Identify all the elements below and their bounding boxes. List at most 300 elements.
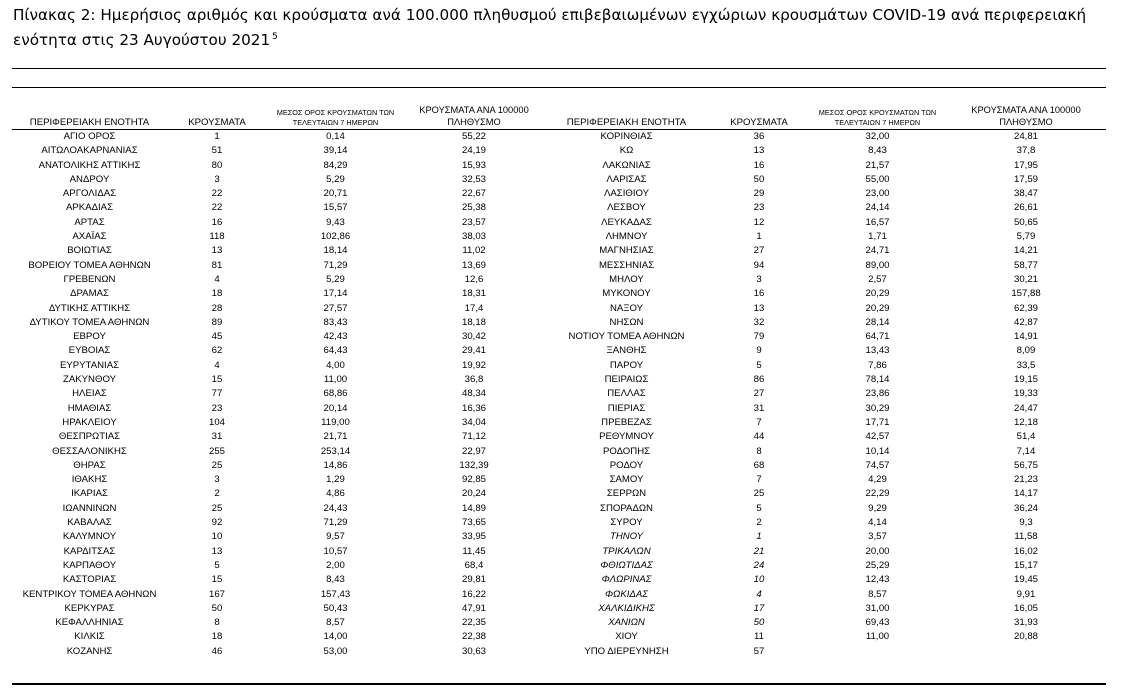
header-avg7-left: ΜΕΣΟΣ ΟΡΟΣ ΚΡΟΥΣΜΑΤΩΝ ΤΩΝ ΤΕΛΕΥΤΑΙΩΝ 7 ΗΜΕΡΩΝ: [267, 104, 404, 130]
right-cases-cell: 7: [756, 474, 762, 486]
left-cases-cell: 25: [211, 502, 223, 514]
right-cases-cell: 13: [753, 302, 765, 314]
left-unit-cell: ΙΘΑΚΗΣ: [71, 474, 108, 486]
left-cases-cell: 18: [211, 631, 223, 643]
left-per100k-cell: 14,89: [461, 502, 486, 514]
left-unit-cell: ΘΕΣΠΡΩΤΙΑΣ: [58, 431, 121, 443]
left-cases-cell: 77: [211, 388, 223, 400]
left-per100k-cell: 22,38: [461, 631, 486, 643]
left-per100k-cell: 38,03: [461, 231, 486, 243]
right-unit-cell: ΚΟΡΙΝΘΙΑΣ: [600, 131, 653, 142]
header-unit-left: ΠΕΡΙΦΕΡΕΙΑΚΗ ΕΝΟΤΗΤΑ: [12, 104, 167, 130]
left-unit-cell: ΖΑΚΥΝΘΟΥ: [63, 374, 116, 386]
right-per100k-cell: 9,3: [1019, 517, 1033, 529]
left-cases-cell: 45: [211, 331, 223, 343]
right-avg7-cell: 4,29: [868, 474, 887, 486]
left-cases-cell: 50: [211, 602, 223, 614]
table-row: [12, 430, 1106, 444]
left-unit-cell: ΑΡΤΑΣ: [74, 216, 105, 228]
left-avg7-cell: 71,29: [323, 259, 348, 271]
left-cases-cell: 118: [209, 231, 225, 243]
left-cases-cell: 89: [211, 316, 223, 328]
left-unit-cell: ΚΕΝΤΡΙΚΟΥ ΤΟΜΕΑ ΑΘΗΝΩΝ: [22, 588, 157, 600]
left-unit-cell: ΚΑΡΔΙΤΣΑΣ: [63, 545, 116, 557]
right-unit-cell: ΛΕΥΚΑΔΑΣ: [601, 216, 652, 228]
left-unit-cell: ΔΡΑΜΑΣ: [70, 288, 109, 300]
right-per100k-cell: 7,14: [1016, 445, 1036, 457]
right-avg7-cell: 64,71: [865, 331, 890, 343]
left-cases-cell: 1: [214, 131, 220, 142]
left-per100k-cell: 36,8: [464, 374, 484, 386]
right-per100k-cell: 14,91: [1013, 331, 1038, 343]
right-per100k-cell: [946, 645, 1106, 659]
left-unit-cell: ΙΩΑΝΝΙΝΩΝ: [62, 502, 117, 514]
right-avg7-cell: 23,86: [865, 388, 890, 400]
left-avg7-cell: 42,43: [323, 331, 348, 343]
right-unit-cell: ΛΗΜΝΟΥ: [605, 231, 648, 243]
right-cases-cell: 68: [753, 459, 765, 471]
right-cases-cell: 50: [753, 173, 765, 185]
left-per100k-cell: 18,18: [461, 316, 486, 328]
right-per100k-cell: 30,21: [1013, 273, 1038, 285]
left-cases-cell: 15: [211, 574, 223, 586]
table-row: [12, 344, 1106, 358]
left-per100k-cell: 22,35: [461, 617, 486, 629]
right-per100k-cell: 16,05: [1013, 602, 1038, 614]
table-row: [12, 201, 1106, 215]
right-per100k-cell: 12,18: [1013, 416, 1038, 428]
right-cases-cell: 9: [756, 345, 762, 357]
left-per100k-cell: 11,02: [462, 245, 486, 257]
left-cases-cell: 46: [211, 645, 223, 657]
right-avg7-cell: 74,57: [865, 459, 890, 471]
right-cases-cell: 50: [753, 617, 765, 629]
left-unit-cell: ΚΙΛΚΙΣ: [74, 631, 105, 643]
right-avg7-cell: 11,00: [865, 631, 890, 643]
right-avg7-cell: 24,14: [865, 202, 890, 214]
right-avg7-cell: 16,57: [865, 216, 890, 228]
right-per100k-cell: 19,45: [1013, 574, 1038, 586]
left-avg7-cell: 14,86: [323, 459, 348, 471]
right-unit-cell: ΜΕΣΣΗΝΙΑΣ: [598, 259, 655, 271]
table-row: [12, 273, 1106, 287]
left-cases-cell: 22: [211, 188, 223, 200]
left-avg7-cell: 64,43: [323, 345, 348, 357]
left-unit-cell: ΔΥΤΙΚΗΣ ΑΤΤΙΚΗΣ: [48, 302, 131, 314]
table-row: [12, 287, 1106, 301]
right-cases-cell: 25: [753, 488, 765, 500]
right-avg7-cell: 8,57: [868, 588, 887, 600]
left-cases-cell: 3: [214, 474, 220, 486]
left-unit-cell: ΕΥΒΟΙΑΣ: [68, 345, 111, 357]
left-avg7-cell: 253,14: [320, 445, 351, 457]
left-cases-cell: 5: [214, 559, 220, 571]
right-unit-cell: ΜΥΚΟΝΟΥ: [602, 288, 651, 300]
left-cases-cell: 10: [211, 531, 223, 543]
right-unit-cell: ΠΡΕΒΕΖΑΣ: [601, 416, 652, 428]
right-per100k-cell: 36,24: [1013, 502, 1038, 514]
left-per100k-cell: 22,97: [461, 445, 486, 457]
header-per100k-left: ΚΡΟΥΣΜΑΤΑ ΑΝΑ 100000 ΠΛΗΘΥΣΜΟ: [404, 104, 544, 130]
left-unit-cell: ΑΡΓΟΛΙΔΑΣ: [62, 188, 117, 200]
right-per100k-cell: 33,5: [1016, 359, 1036, 371]
left-unit-cell: ΑΧΑΪΑΣ: [72, 231, 107, 243]
left-per100k-cell: 92,85: [461, 474, 486, 486]
right-avg7-cell: 17,71: [865, 416, 890, 428]
right-cases-cell: 7: [756, 416, 762, 428]
right-per100k-cell: 19,15: [1013, 374, 1038, 386]
right-cases-cell: 16: [753, 159, 765, 171]
left-avg7-cell: 39,14: [323, 145, 348, 157]
left-avg7-cell: 1,29: [326, 474, 345, 486]
table-row: [12, 559, 1106, 573]
left-avg7-cell: 20,14: [323, 402, 348, 414]
left-cases-cell: 18: [211, 288, 223, 300]
left-cases-cell: 92: [211, 517, 223, 529]
table-row: [12, 373, 1106, 387]
table-row: [12, 216, 1106, 230]
left-avg7-cell: 11,00: [323, 374, 348, 386]
caption-text: Πίνακας 2: Ημερήσιος αριθμός και κρούσματα ανά 100.000 πληθυσμού επιβεβαιωμένων εγχώριων κρουσμάτων COVID-19 ανά περιφερειακή ενότητα στις 23 Αυγούστου 2021: [13, 6, 1087, 49]
left-unit-cell: ΑΝΔΡΟΥ: [69, 173, 110, 185]
bottom-rule: [12, 683, 1106, 685]
right-cases-cell: 27: [753, 245, 765, 257]
left-unit-cell: ΚΑΡΠΑΘΟΥ: [62, 559, 117, 571]
right-unit-cell: ΧΙΟΥ: [615, 631, 638, 643]
header-cases-right: ΚΡΟΥΣΜΑΤΑ: [709, 104, 809, 130]
left-avg7-cell: 0,14: [326, 131, 345, 142]
right-cases-cell: 94: [753, 259, 765, 271]
right-unit-cell: ΥΠΟ ΔΙΕΡΕΥΝΗΣΗ: [584, 645, 669, 657]
right-cases-cell: 79: [753, 331, 765, 343]
left-per100k-cell: 73,65: [461, 517, 486, 529]
right-cases-cell: 1: [756, 531, 762, 543]
right-unit-cell: ΧΑΛΚΙΔΙΚΗΣ: [598, 602, 655, 614]
left-unit-cell: ΚΑΛΥΜΝΟΥ: [62, 531, 117, 543]
left-avg7-cell: 53,00: [323, 645, 348, 657]
right-cases-cell: 23: [753, 202, 765, 214]
right-cases-cell: 32: [753, 316, 765, 328]
left-unit-cell: ΘΗΡΑΣ: [73, 459, 106, 471]
right-per100k-cell: 58,77: [1013, 259, 1038, 271]
left-unit-cell: ΚΕΡΚΥΡΑΣ: [64, 602, 115, 614]
right-cases-cell: 36: [753, 131, 765, 142]
left-cases-cell: 16: [211, 216, 223, 228]
right-unit-cell: ΤΡΙΚΑΛΩΝ: [602, 545, 651, 557]
table-row: [12, 130, 1106, 145]
left-cases-cell: 4: [214, 359, 220, 371]
table-row: [12, 445, 1106, 459]
right-avg7-cell: 7,86: [868, 359, 887, 371]
table-row: [12, 573, 1106, 587]
table-row: [12, 588, 1106, 602]
left-per100k-cell: 47,91: [461, 602, 486, 614]
left-avg7-cell: 84,29: [323, 159, 348, 171]
left-avg7-cell: 9,57: [326, 531, 345, 543]
left-cases-cell: 31: [211, 431, 223, 443]
right-per100k-cell: 31,93: [1013, 617, 1038, 629]
right-per100k-cell: 42,87: [1013, 316, 1038, 328]
left-unit-cell: ΗΜΑΘΙΑΣ: [67, 402, 112, 414]
table-row: [12, 230, 1106, 244]
right-unit-cell: ΤΗΝΟΥ: [609, 531, 644, 543]
right-per100k-cell: 37,8: [1016, 145, 1036, 157]
table-row: [12, 473, 1106, 487]
right-avg7-cell: 4,14: [868, 517, 887, 529]
right-unit-cell: ΣΕΡΡΩΝ: [606, 488, 647, 500]
left-per100k-cell: 11,45: [462, 545, 486, 557]
left-avg7-cell: 24,43: [323, 502, 348, 514]
left-per100k-cell: 32,53: [461, 173, 486, 185]
table-row: [12, 244, 1106, 258]
right-unit-cell: ΜΑΓΝΗΣΙΑΣ: [599, 245, 654, 257]
table-row: [12, 359, 1106, 373]
table-row: [12, 159, 1106, 173]
left-per100k-cell: 29,81: [461, 574, 486, 586]
left-unit-cell: ΚΑΒΑΛΑΣ: [67, 517, 112, 529]
right-per100k-cell: 157,88: [1011, 288, 1041, 300]
right-avg7-cell: 25,29: [865, 559, 890, 571]
right-avg7-cell: 21,57: [865, 159, 890, 171]
table-row: [12, 630, 1106, 644]
right-avg7-cell: 55,00: [865, 173, 890, 185]
left-avg7-cell: 27,57: [323, 302, 348, 314]
right-per100k-cell: 62,39: [1013, 302, 1038, 314]
left-avg7-cell: 20,71: [323, 188, 348, 200]
right-unit-cell: ΦΩΚΙΔΑΣ: [605, 588, 648, 600]
right-unit-cell: ΛΑΡΙΣΑΣ: [606, 173, 647, 185]
left-per100k-cell: 19,92: [461, 359, 486, 371]
right-cases-cell: 1: [756, 231, 762, 243]
left-per100k-cell: 12,6: [464, 273, 484, 285]
right-avg7-cell: [809, 645, 946, 659]
left-per100k-cell: 16,22: [461, 588, 486, 600]
right-cases-cell: 10: [753, 574, 765, 586]
table-row: [12, 387, 1106, 401]
left-avg7-cell: 83,43: [323, 316, 348, 328]
right-unit-cell: ΧΑΝΙΩΝ: [608, 617, 645, 629]
right-per100k-cell: 8,09: [1016, 345, 1036, 357]
left-per100k-cell: 16,36: [461, 402, 486, 414]
right-per100k-cell: 17,59: [1013, 173, 1038, 185]
table-row: [12, 502, 1106, 516]
right-cases-cell: 8: [756, 445, 762, 457]
right-avg7-cell: 1,71: [868, 231, 887, 243]
right-avg7-cell: 30,29: [865, 402, 890, 414]
right-unit-cell: ΝΟΤΙΟΥ ΤΟΜΕΑ ΑΘΗΝΩΝ: [568, 331, 685, 343]
left-per100k-cell: 33,95: [461, 531, 486, 543]
table-row: [12, 302, 1106, 316]
right-per100k-cell: 24,47: [1013, 402, 1038, 414]
right-cases-cell: 13: [753, 145, 765, 157]
right-unit-cell: ΠΕΛΛΑΣ: [607, 388, 646, 400]
right-unit-cell: ΣΠΟΡΑΔΩΝ: [600, 502, 653, 514]
left-avg7-cell: 102,86: [320, 231, 351, 243]
right-avg7-cell: 78,14: [865, 374, 890, 386]
left-avg7-cell: 50,43: [323, 602, 348, 614]
right-per100k-cell: 38,47: [1013, 188, 1038, 200]
right-per100k-cell: 15,17: [1013, 559, 1038, 571]
right-cases-cell: 31: [753, 402, 765, 414]
right-unit-cell: ΣΑΜΟΥ: [609, 474, 644, 486]
left-avg7-cell: 14,00: [323, 631, 348, 643]
right-unit-cell: ΠΙΕΡΙΑΣ: [607, 402, 646, 414]
left-unit-cell: ΗΛΕΙΑΣ: [72, 388, 107, 400]
right-unit-cell: ΜΗΛΟΥ: [609, 273, 644, 285]
right-unit-cell: ΠΑΡΟΥ: [609, 359, 644, 371]
header-cases-left: ΚΡΟΥΣΜΑΤΑ: [167, 104, 267, 130]
right-avg7-cell: 20,29: [865, 288, 890, 300]
header-rule: [12, 87, 1106, 88]
left-cases-cell: 13: [211, 245, 223, 257]
right-avg7-cell: 31,00: [865, 602, 890, 614]
right-per100k-cell: 24,81: [1013, 131, 1038, 142]
left-per100k-cell: 34,04: [461, 416, 486, 428]
right-per100k-cell: 16,02: [1013, 545, 1038, 557]
left-per100k-cell: 30,63: [461, 645, 486, 657]
right-cases-cell: 57: [753, 645, 765, 657]
left-avg7-cell: 18,14: [323, 245, 348, 257]
right-unit-cell: ΞΑΝΘΗΣ: [606, 345, 647, 357]
right-cases-cell: 21: [753, 545, 765, 557]
left-per100k-cell: 22,67: [461, 188, 486, 200]
right-per100k-cell: 21,23: [1013, 474, 1038, 486]
left-avg7-cell: 8,43: [326, 574, 345, 586]
left-unit-cell: ΗΡΑΚΛΕΙΟΥ: [62, 416, 117, 428]
left-unit-cell: ΑΝΑΤΟΛΙΚΗΣ ΑΤΤΙΚΗΣ: [38, 159, 141, 171]
left-cases-cell: 167: [208, 588, 225, 600]
right-avg7-cell: 42,57: [865, 431, 890, 443]
left-cases-cell: 62: [211, 345, 223, 357]
right-unit-cell: ΛΕΣΒΟΥ: [607, 202, 646, 214]
left-avg7-cell: 4,86: [326, 488, 345, 500]
right-cases-cell: 16: [753, 288, 765, 300]
left-cases-cell: 2: [214, 488, 220, 500]
table-row: [12, 645, 1106, 659]
right-unit-cell: ΚΩ: [619, 145, 634, 157]
covid-cases-table: [12, 104, 1106, 659]
right-per100k-cell: 14,17: [1013, 488, 1038, 500]
right-avg7-cell: 32,00: [865, 131, 890, 142]
right-avg7-cell: 23,00: [865, 188, 890, 200]
left-per100k-cell: 132,39: [459, 459, 489, 471]
left-cases-cell: 15: [211, 374, 223, 386]
table-row: [12, 516, 1106, 530]
table-body: [12, 130, 1106, 659]
left-avg7-cell: 5,29: [326, 273, 345, 285]
right-cases-cell: 5: [756, 502, 762, 514]
right-unit-cell: ΡΟΔΟΥ: [609, 459, 644, 471]
right-avg7-cell: 24,71: [865, 245, 890, 257]
right-avg7-cell: 20,29: [865, 302, 890, 314]
right-avg7-cell: 13,43: [865, 345, 890, 357]
left-unit-cell: ΑΡΚΑΔΙΑΣ: [66, 202, 113, 214]
table-row: [12, 459, 1106, 473]
right-avg7-cell: 69,43: [865, 617, 890, 629]
left-avg7-cell: 10,57: [323, 545, 348, 557]
left-avg7-cell: 8,57: [326, 617, 345, 629]
right-cases-cell: 27: [753, 388, 765, 400]
header-unit-right: ΠΕΡΙΦΕΡΕΙΑΚΗ ΕΝΟΤΗΤΑ: [544, 104, 709, 130]
right-per100k-cell: 20,88: [1013, 631, 1038, 643]
right-per100k-cell: 9,91: [1016, 588, 1036, 600]
right-cases-cell: 17: [753, 602, 765, 614]
left-unit-cell: ΔΥΤΙΚΟΥ ΤΟΜΕΑ ΑΘΗΝΩΝ: [29, 316, 150, 328]
left-avg7-cell: 9,43: [326, 216, 345, 228]
right-per100k-cell: 26,61: [1013, 202, 1038, 214]
right-unit-cell: ΣΥΡΟΥ: [610, 517, 643, 529]
table-row: [12, 144, 1106, 158]
left-per100k-cell: 20,24: [461, 488, 486, 500]
right-cases-cell: 86: [753, 374, 765, 386]
right-unit-cell: ΛΑΣΙΘΙΟΥ: [603, 188, 650, 200]
right-per100k-cell: 11,58: [1014, 531, 1038, 543]
left-per100k-cell: 15,93: [461, 159, 486, 171]
left-per100k-cell: 30,42: [461, 331, 486, 343]
table-row: [12, 173, 1106, 187]
left-cases-cell: 104: [208, 416, 225, 428]
header-per100k-right: ΚΡΟΥΣΜΑΤΑ ΑΝΑ 100000 ΠΛΗΘΥΣΜΟ: [946, 104, 1106, 130]
left-avg7-cell: 21,71: [323, 431, 348, 443]
left-avg7-cell: 119,00: [321, 416, 350, 428]
right-avg7-cell: 9,29: [868, 502, 887, 514]
right-unit-cell: ΡΕΘΥΜΝΟΥ: [599, 431, 654, 443]
right-per100k-cell: 51,4: [1016, 431, 1036, 443]
left-per100k-cell: 23,57: [461, 216, 486, 228]
left-cases-cell: 81: [211, 259, 223, 271]
header-avg7-right: ΜΕΣΟΣ ΟΡΟΣ ΚΡΟΥΣΜΑΤΩΝ ΤΩΝ ΤΕΛΕΥΤΑΙΩΝ 7 ΗΜΕΡΩΝ: [809, 104, 946, 130]
right-unit-cell: ΡΟΔΟΠΗΣ: [602, 445, 651, 457]
right-avg7-cell: 2,57: [868, 273, 887, 285]
right-unit-cell: ΝΑΞΟΥ: [609, 302, 644, 314]
table-row: [12, 545, 1106, 559]
left-cases-cell: 51: [211, 145, 223, 157]
left-per100k-cell: 17,4: [464, 302, 484, 314]
left-avg7-cell: 71,29: [323, 517, 348, 529]
right-unit-cell: ΝΗΣΩΝ: [609, 316, 644, 328]
left-avg7-cell: 4,00: [326, 359, 345, 371]
right-unit-cell: ΦΛΩΡΙΝΑΣ: [601, 574, 652, 586]
left-unit-cell: ΚΟΖΑΝΗΣ: [66, 645, 113, 657]
left-cases-cell: 3: [214, 173, 220, 185]
right-avg7-cell: 12,43: [865, 574, 890, 586]
left-unit-cell: ΕΒΡΟΥ: [73, 331, 106, 343]
right-avg7-cell: 8,43: [868, 145, 887, 157]
header-row: [12, 104, 1106, 130]
right-unit-cell: ΛΑΚΩΝΙΑΣ: [602, 159, 651, 171]
right-avg7-cell: 3,57: [868, 531, 887, 543]
left-cases-cell: 28: [211, 302, 223, 314]
left-unit-cell: ΒΟΙΩΤΙΑΣ: [67, 245, 112, 257]
table-row: [12, 416, 1106, 430]
right-avg7-cell: 28,14: [865, 316, 890, 328]
right-per100k-cell: 56,75: [1013, 459, 1038, 471]
left-per100k-cell: 25,38: [461, 202, 486, 214]
table-row: [12, 259, 1106, 273]
left-per100k-cell: 13,69: [461, 259, 486, 271]
table-row: [12, 487, 1106, 501]
table-caption: [13, 4, 1113, 51]
table-row: [12, 602, 1106, 616]
left-per100k-cell: 18,31: [461, 288, 486, 300]
left-cases-cell: 8: [214, 617, 220, 629]
right-cases-cell: 44: [753, 431, 765, 443]
top-rule: [12, 68, 1106, 69]
table-row: [12, 316, 1106, 330]
left-per100k-cell: 55,22: [461, 131, 486, 142]
left-avg7-cell: 2,00: [326, 559, 345, 571]
left-unit-cell: ΓΡΕΒΕΝΩΝ: [63, 273, 116, 285]
